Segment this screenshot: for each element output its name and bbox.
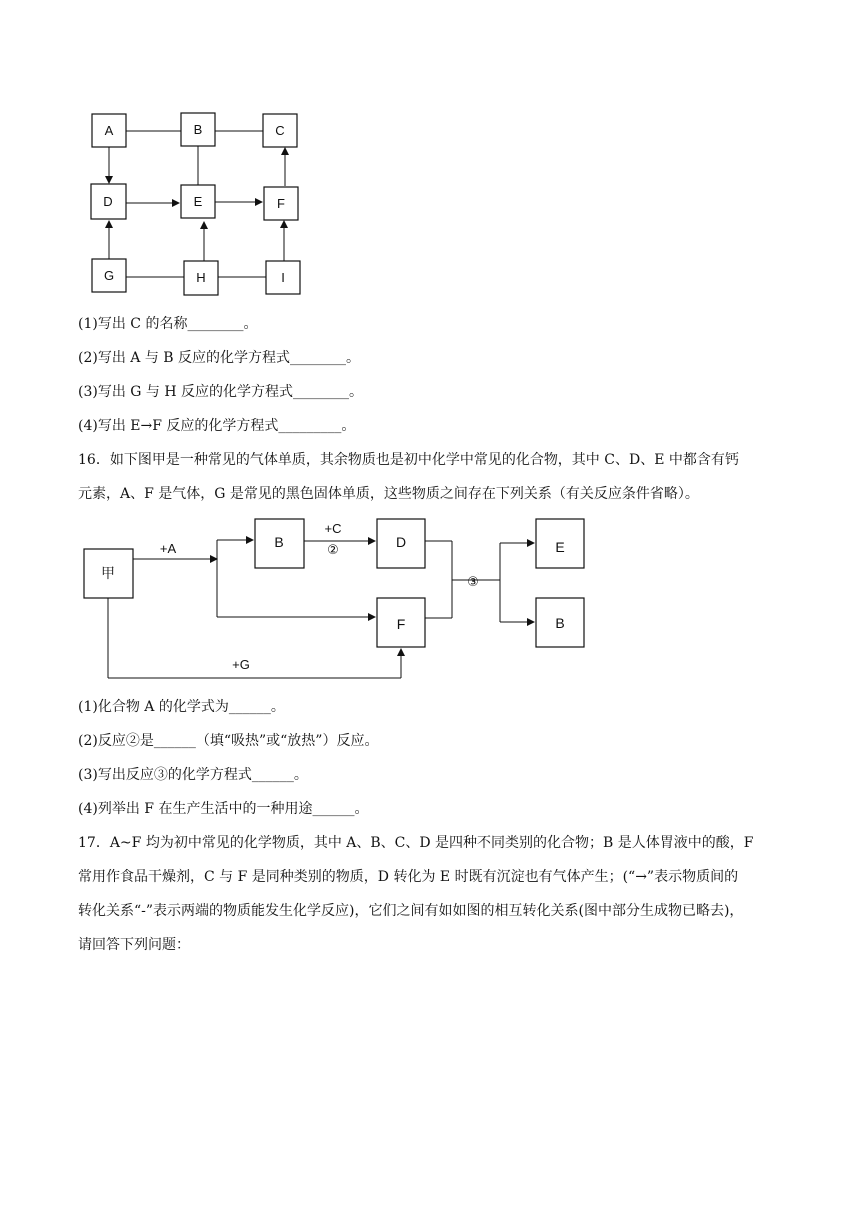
node-E2-label: E [555,539,565,555]
node-D-label: D [103,194,113,209]
node-A-label: A [104,123,114,138]
q17-line3: 转化关系“-”表示两端的物质能发生化学反应)，它们之间有如如图的相互转化关系(图中部分生成物已略去)， [78,903,744,919]
label-reaction-2: ② [327,543,339,558]
node-F-label: F [277,196,285,211]
q15-sub3: (3)写出 G 与 H 反应的化学方程式________。 [78,384,364,400]
label-plus-G: +G [232,657,250,672]
q16-sub3: (3)写出反应③的化学方程式______。 [78,767,308,783]
q16-sub2: (2)反应②是______（填“吸热”或“放热”）反应。 [78,733,379,749]
node-G-label: G [103,268,115,283]
label-plus-C: +C [324,521,342,536]
node-H-label: H [196,270,206,285]
node-F2-label: F [396,616,406,632]
q16-stem-line1: 16．如下图甲是一种常见的气体单质，其余物质也是初中化学中常见的化合物，其中 C、D、E 中都含有钙 [78,452,739,468]
node-jia-label: 甲 [101,566,115,582]
q16-sub1: (1)化合物 A 的化学式为______。 [78,699,285,715]
node-C-label: C [275,123,285,138]
q17-line2: 常用作食品干燥剂，C 与 F 是同种类别的物质，D 转化为 E 时既有沉淀也有气体产生；(“→”表示物质间的 [78,869,739,885]
q15-sub1: (1)写出 C 的名称________。 [78,316,258,332]
q17-line1: 17．A~F 均为初中常见的化学物质，其中 A、B、C、D 是四种不同类别的化合物；B 是人体胃液中的酸，F [78,835,754,851]
q16-sub4: (4)列举出 F 在生产生活中的一种用途______。 [78,801,369,817]
q16-stem-line2: 元素，A、F 是气体，G 是常见的黑色固体单质，这些物质之间存在下列关系（有关反应条件省略）。 [78,486,699,502]
q15-sub2: (2)写出 A 与 B 反应的化学方程式________。 [78,350,361,366]
label-plus-A: +A [159,541,177,556]
node-B-bottom-label: B [555,615,565,631]
node-D2-label: D [395,534,407,550]
node-E-label: E [193,194,203,209]
q17-line4: 请回答下列问题： [78,937,190,953]
node-B-label: B [193,122,203,137]
node-B-top-label: B [274,534,284,550]
label-reaction-3: ③ [467,575,479,590]
q15-sub4: (4)写出 E→F 反应的化学方程式_________。 [78,418,356,434]
node-I-label: I [281,270,285,285]
